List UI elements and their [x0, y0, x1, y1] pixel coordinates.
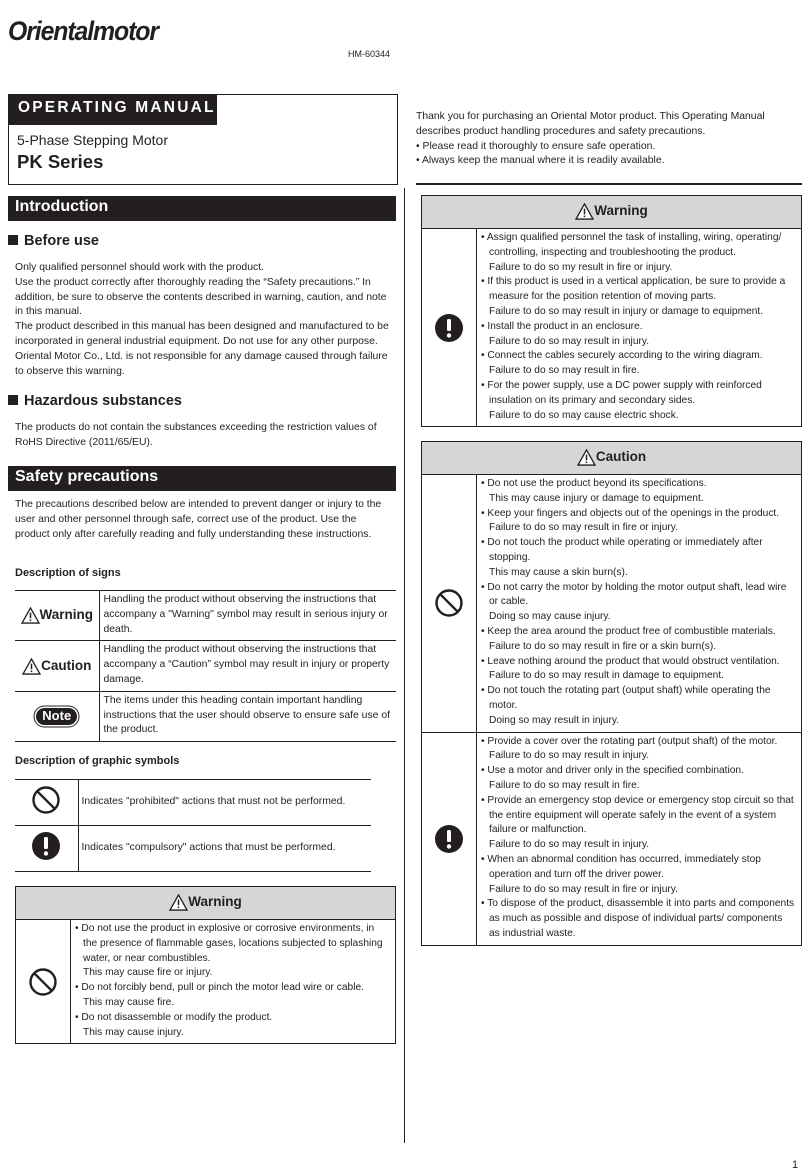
safety-text: The precautions described below are intended to prevent danger or injury to the user and other personnel through safe, correct use of the product. Use the product only after carefully reading and fully understanding these instructions. [15, 499, 382, 540]
signs-heading: Description of signs [15, 567, 121, 579]
operating-manual-label: OPERATING MANUAL [9, 95, 217, 125]
prohibited-icon [434, 588, 464, 618]
prohibited-cell [422, 475, 477, 732]
prohibited-text: Indicates "prohibited" actions that must not be performed. [78, 780, 371, 826]
warning-table-left [15, 886, 396, 1044]
table-row [16, 920, 395, 1043]
oriental-motor-logo: Orientalmotor [8, 16, 158, 46]
caution-triangle-icon [22, 658, 41, 675]
intro-text [416, 110, 802, 169]
subheading-hazardous: Hazardous substances [8, 394, 182, 409]
signs-table [15, 590, 396, 742]
prohibited-cell [15, 780, 78, 826]
warning-items [477, 229, 801, 426]
note-sign-text: The items under this heading contain important handling instructions that the user should observe to ensure safe use of the product. [99, 691, 396, 741]
warning-triangle-icon [169, 894, 188, 911]
product-series: PK Series [17, 151, 104, 172]
subheading-before-use: Before use [8, 234, 99, 249]
intro-line: Thank you for purchasing an Oriental Motor product. This Operating Manual describes product handling procedures and safety precautions. [416, 111, 765, 137]
caution-header: Caution [422, 442, 801, 475]
table-row [15, 591, 396, 641]
warning-triangle-icon [575, 203, 594, 220]
warning-table-right [421, 195, 802, 427]
divider [416, 183, 802, 185]
title-box [8, 94, 398, 185]
warning-header: Warning [16, 887, 395, 920]
list-item: • Do not disassemble or modify the product. This may cause injury. [75, 1011, 273, 1038]
caution-table [421, 441, 802, 946]
intro-bullet: • Always keep the manual where it is readily available. [416, 155, 665, 167]
list-item: • Do not touch the rotating part (output shaft) while operating the motor. Doing so may result in injury. [481, 685, 771, 726]
compulsory-text: Indicates "compulsory" actions that must be performed. [78, 826, 371, 872]
note-badge: Note [36, 708, 77, 725]
caution-sign-text: Handling the product without observing the instructions that accompany a “Caution” symbol may result in injury or property damage. [99, 641, 396, 691]
section-introduction: Introduction [8, 196, 396, 221]
compulsory-cell [15, 826, 78, 872]
list-item: • If this product is used in a vertical application, be sure to provide a measure for the position retention of moving parts. Failure to do so may result in injury or damage to equipment. [481, 276, 786, 317]
warning-sign-text: Handling the product without observing the instructions that accompany a "Warning" symbol may result in serious injury or death. [99, 591, 396, 641]
warning-header: Warning [422, 196, 801, 229]
list-item: • Connect the cables securely according to the wiring diagram. Failure to do so may result in fire. [481, 350, 763, 377]
list-item: • When an abnormal condition has occurred, immediately stop operation and turn off the driver power. Failure to do so may result in fire or injury. [481, 853, 761, 895]
list-item: • To dispose of the product, disassemble it into parts and components as much as possible and dispose of individual parts/ components as industrial waste. [481, 898, 795, 939]
list-item: • Do not touch the product while operating or immediately after stopping. This may cause a skin burn(s). [481, 537, 763, 578]
table-row [15, 641, 396, 691]
document-number: HM-60344 [348, 49, 391, 59]
caution-prohibited-items [477, 475, 801, 732]
note-sign [15, 691, 99, 741]
table-row [15, 780, 371, 826]
list-item: • Provide a cover over the rotating part (output shaft) of the motor. Failure to do so may result in injury. [481, 735, 778, 762]
list-item: • Do not use the product beyond its specifications. This may cause injury or damage to equipment. [481, 478, 707, 504]
caution-triangle-icon [577, 449, 596, 466]
list-item: • Do not carry the motor by holding the motor output shaft, lead wire or cable. Doing so may cause injury. [481, 581, 787, 623]
list-item: • Keep the area around the product free of combustible materials. Failure to do so may result in fire or a skin burn(s). [481, 625, 776, 652]
compulsory-icon [434, 313, 464, 343]
list-item: • Provide an emergency stop device or emergency stop circuit so that the entire equipment will operate safely in the event of a system failure or malfunction. Failure to do so may result in injury. [481, 794, 794, 851]
list-item: • Leave nothing around the product that would obstruct ventilation. Failure to do so may result in damage to equipment. [481, 655, 780, 682]
list-item: • For the power supply, use a DC power supply with reinforced insulation on its primary and secondary sides. Failure to do so may cause electric shock. [481, 379, 762, 421]
compulsory-cell [422, 229, 477, 426]
before-use-text: Only qualified personnel should work with the product. Use the product correctly after thoroughly reading the “Safety precautions.” In addition, be sure to observe the contents described in warning, caution, and note in this manual. The product described in this manual has been designed and manufactured to be incorporated in general industrial equipment. Do not use for any other purpose. Oriental Motor Co., Ltd. is not responsible for any damage caused through failure to observe this warning. [15, 262, 389, 377]
list-item: • Do not forcibly bend, pull or pinch the motor lead wire or cable. This may cause fire. [75, 982, 364, 1008]
list-item: • Use a motor and driver only in the specified combination. Failure to do so may result in fire. [481, 765, 744, 791]
list-item: • Assign qualified personnel the task of installing, wiring, operating/ controlling, inspecting and troubleshooting the product. Failure to do so my result in fire or injury. [481, 232, 782, 273]
compulsory-icon [31, 831, 61, 861]
warning-triangle-icon [21, 607, 40, 624]
table-row [15, 691, 396, 741]
list-item: • Keep your fingers and objects out of the openings in the product. Failure to do so may result in fire or injury. [481, 507, 780, 534]
product-subtitle: 5-Phase Stepping Motor [17, 132, 168, 148]
list-item: • Do not use the product in explosive or corrosive environments, in the presence of flammable gases, locations subjected to splashing water, or near combustibles. This may cause fire or injury. [75, 923, 383, 979]
table-row [422, 229, 801, 426]
intro-bullet: • Please read it thoroughly to ensure safe operation. [416, 140, 656, 152]
table-row [422, 733, 801, 945]
graphic-symbols-heading: Description of graphic symbols [15, 755, 180, 767]
prohibited-icon [31, 785, 61, 815]
graphic-symbols-table [15, 779, 371, 872]
hazardous-text: The products do not contain the substances exceeding the restriction values of RoHS Directive (2011/65/EU). [15, 422, 377, 448]
page-number: 1 [792, 1159, 799, 1171]
warning-sign: Warning [15, 591, 99, 641]
caution-sign: Caution [15, 641, 99, 691]
prohibited-cell [16, 920, 71, 1043]
table-row [422, 475, 801, 733]
warning-items [71, 920, 395, 1043]
compulsory-cell [422, 733, 477, 945]
section-safety-precautions: Safety precautions [8, 466, 396, 491]
caution-compulsory-items [477, 733, 801, 945]
prohibited-icon [28, 967, 58, 997]
compulsory-icon [434, 824, 464, 854]
column-divider [404, 188, 405, 1143]
table-row [15, 826, 371, 872]
list-item: • Install the product in an enclosure. Failure to do so may result in injury. [481, 320, 650, 347]
